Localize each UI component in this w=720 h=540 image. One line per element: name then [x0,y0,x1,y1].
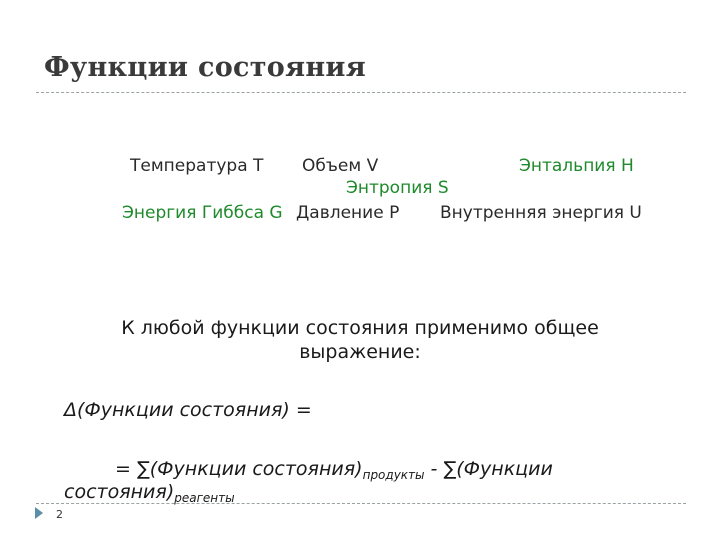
formula-reactants: состояния) [64,481,175,503]
formula-line-reactants [64,481,235,505]
term-pressure: Давление P [296,203,400,223]
formula-line-products [115,458,553,482]
play-triangle-icon [34,506,44,520]
term-volume: Объем V [302,156,379,176]
formula-minus-sum: - ∑(Функции [424,458,553,480]
formula-sum-products: = ∑(Функции состояния) [115,458,363,480]
term-internal-energy: Внутренняя энергия U [440,203,642,223]
statement-line-1: К любой функции состояния применимо общее [121,317,599,339]
term-entropy: Энтропия S [346,178,449,198]
reactants-subscript: реагенты [174,491,235,505]
statement-line-2: выражение: [299,341,421,363]
title-separator [36,92,686,93]
formula-delta: Δ(Функции состояния) = [64,399,312,421]
general-statement [0,316,720,364]
slide-title: Функции состояния [44,52,366,83]
products-subscript: продукты [362,468,425,482]
term-temperature: Температура T [130,156,264,176]
page-number: 2 [56,508,63,521]
term-enthalpy: Энтальпия H [519,156,634,176]
footer-separator [36,503,686,504]
term-gibbs: Энергия Гиббса G [122,203,283,223]
